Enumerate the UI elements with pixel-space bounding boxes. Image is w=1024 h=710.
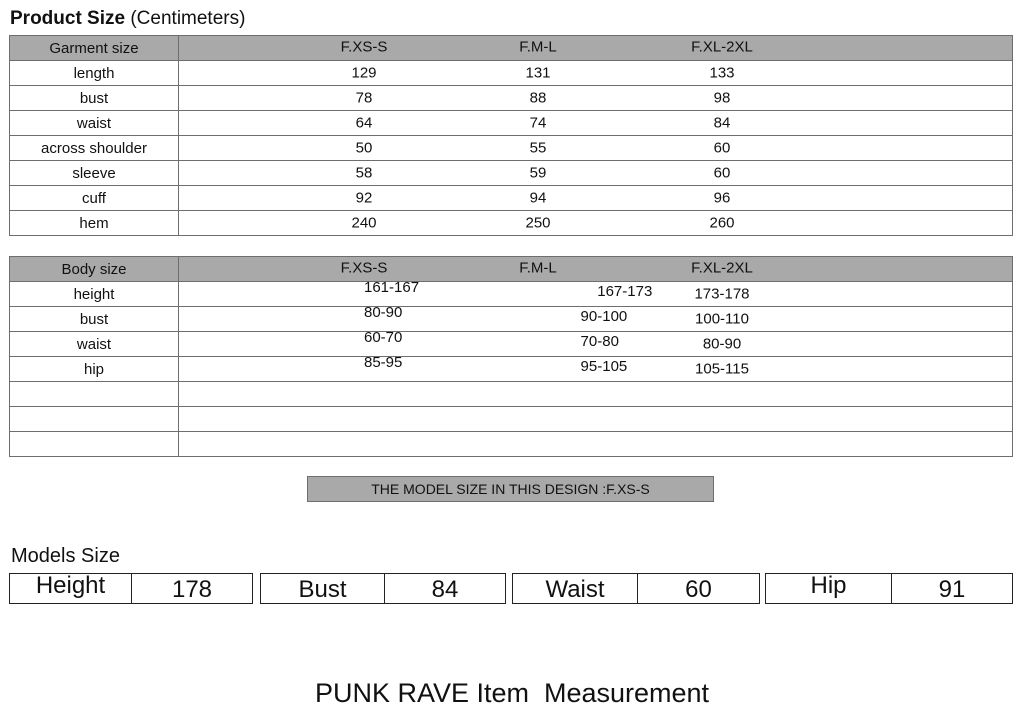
empty-row — [10, 407, 1013, 432]
empty-row — [10, 432, 1013, 457]
model-value-text: 91 — [938, 575, 966, 603]
row-label: cuff — [10, 186, 179, 211]
garment-size-header: Garment size — [10, 36, 179, 61]
cell-value: 95-105 — [580, 358, 628, 375]
table-row — [10, 86, 1013, 111]
cell-value: 88 — [529, 89, 547, 107]
model-value — [892, 574, 1012, 603]
cell-value: 167-173 — [597, 283, 653, 300]
models-size-label: Models Size — [11, 545, 120, 567]
table-row — [10, 61, 1013, 86]
cell-value: 133 — [709, 64, 735, 82]
model-key — [10, 571, 132, 603]
size-header-m-l: F.M-L — [519, 259, 557, 277]
cell-value: 59 — [529, 164, 547, 182]
model-key-text: Bust — [298, 575, 347, 603]
size-header-xl-2xl: F.XL-2XL — [691, 38, 753, 56]
size-header-m-l: F.M-L — [519, 38, 557, 56]
cell-value: 105-115 — [695, 360, 749, 378]
model-key-text: Hip — [810, 571, 847, 599]
cell-value: 50 — [355, 139, 373, 157]
empty-row — [10, 382, 1013, 407]
row-label: waist — [10, 111, 179, 136]
cell-value: 90-100 — [580, 308, 628, 325]
cell-value: 78 — [355, 89, 373, 107]
row-label: length — [10, 61, 179, 86]
body-size-table — [9, 256, 1013, 457]
body-size-header: Body size — [10, 257, 179, 282]
cell-value: 96 — [713, 189, 731, 207]
cell-value: 129 — [351, 64, 377, 82]
model-value — [385, 574, 505, 603]
cell-value: 60-70 — [364, 329, 403, 346]
model-height-box — [9, 573, 253, 604]
model-value-text: 60 — [685, 575, 712, 603]
model-value-text: 178 — [171, 575, 213, 603]
cell-value: 240 — [351, 214, 377, 232]
size-header-xs-s: F.XS-S — [340, 259, 388, 277]
table-row — [10, 282, 1013, 307]
cell-value: 80-90 — [364, 304, 403, 321]
row-label: hip — [10, 357, 179, 382]
table-header-row — [10, 36, 1013, 61]
row-label: sleeve — [10, 161, 179, 186]
cell-value: 85-95 — [364, 354, 403, 371]
cell-value: 260 — [709, 214, 735, 232]
cell-value: 131 — [525, 64, 551, 82]
cell-value: 84 — [713, 114, 731, 132]
size-header-xl-2xl: F.XL-2XL — [691, 259, 753, 277]
cell-value: 55 — [529, 139, 547, 157]
cell-value: 70-80 — [580, 333, 619, 350]
cell-value: 98 — [713, 89, 731, 107]
row-label: height — [10, 282, 179, 307]
table-row — [10, 332, 1013, 357]
row-label: bust — [10, 307, 179, 332]
cell-value: 100-110 — [695, 310, 749, 328]
table-header-row — [10, 257, 1013, 282]
table-row — [10, 136, 1013, 161]
cell-value: 80-90 — [702, 335, 742, 353]
table-row — [10, 211, 1013, 236]
model-value — [132, 574, 252, 603]
model-key — [261, 574, 385, 603]
cell-value: 250 — [525, 214, 551, 232]
table-row — [10, 357, 1013, 382]
cell-value: 74 — [529, 114, 547, 132]
model-key-text: Height — [35, 571, 106, 599]
cell-value: 60 — [713, 139, 731, 157]
page-title — [10, 8, 245, 30]
model-key-text: Waist — [545, 575, 605, 603]
cell-value: 161-167 — [364, 279, 420, 296]
cell-value: 60 — [713, 164, 731, 182]
row-label: across shoulder — [10, 136, 179, 161]
title-main: Product Size — [10, 8, 126, 29]
cell-value: 92 — [355, 189, 373, 207]
model-value-text: 84 — [431, 575, 459, 603]
row-label: bust — [10, 86, 179, 111]
cell-value: 58 — [355, 164, 373, 182]
table-row — [10, 186, 1013, 211]
cell-value: 173-178 — [694, 285, 750, 303]
row-label: waist — [10, 332, 179, 357]
model-key — [513, 574, 638, 603]
cell-value: 64 — [355, 114, 373, 132]
size-header-xs-s: F.XS-S — [340, 38, 388, 56]
model-key — [766, 571, 892, 603]
row-label: hem — [10, 211, 179, 236]
model-waist-box — [512, 573, 760, 604]
model-value — [638, 574, 759, 603]
model-bust-box — [260, 573, 506, 604]
cell-value: 94 — [529, 189, 547, 207]
footer-title: PUNK RAVE Item Measurement — [314, 678, 710, 708]
model-hip-box — [765, 573, 1013, 604]
table-row — [10, 111, 1013, 136]
title-unit: (Centimeters) — [130, 8, 246, 29]
table-row — [10, 307, 1013, 332]
table-row — [10, 161, 1013, 186]
garment-size-table — [9, 35, 1013, 236]
model-size-note: THE MODEL SIZE IN THIS DESIGN :F.XS-S — [307, 476, 714, 502]
